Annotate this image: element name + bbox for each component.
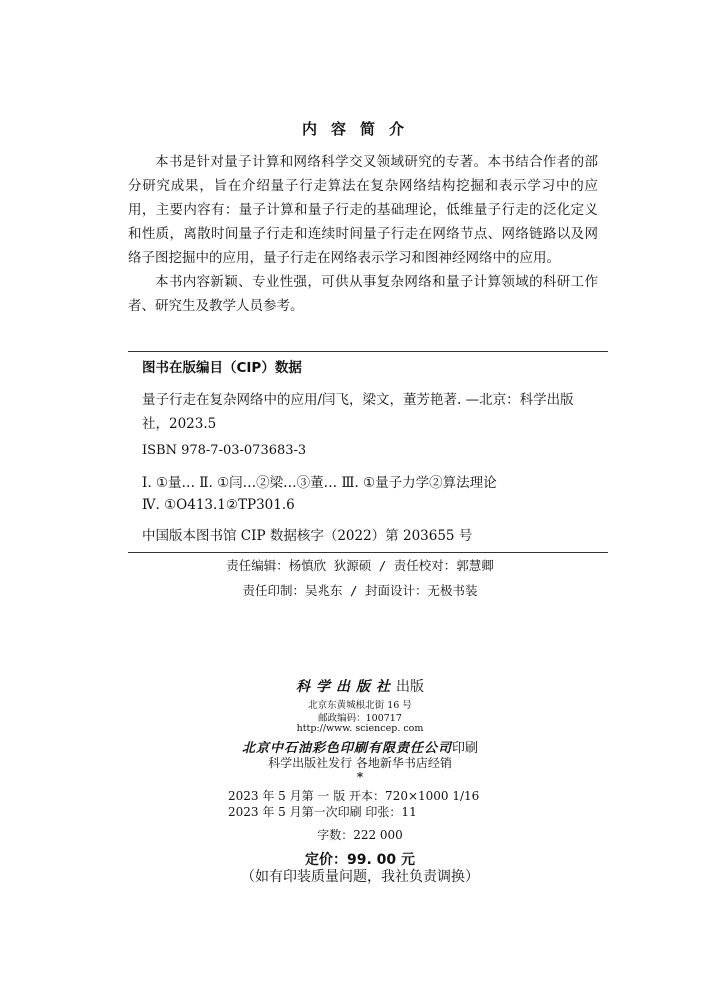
printing-line: 2023 年 5 月第一次印刷 印张：11 bbox=[228, 805, 417, 819]
isbn: ISBN 978-7-03-073683-3 bbox=[142, 443, 307, 458]
cip-record-number: 中国版本图书馆 CIP 数据核字（2022）第 203655 号 bbox=[142, 528, 473, 544]
abstract bbox=[128, 150, 598, 318]
quality-note: （如有印装质量问题，我社负责调换） bbox=[241, 869, 479, 885]
postcode: 邮政编码：100717 bbox=[318, 713, 402, 724]
publisher-url: http://www. sciencep. com bbox=[296, 723, 424, 734]
publisher-line bbox=[0, 676, 720, 696]
cip-title: 图书在版编目（CIP）数据 bbox=[142, 360, 302, 376]
publisher-name: 科学出版社 bbox=[296, 679, 396, 695]
classification-line: Ⅳ. ①O413.1②TP301.6 bbox=[142, 497, 295, 513]
publisher-suffix: 出版 bbox=[396, 679, 424, 695]
editor-credits: 责任编辑：杨慎欣 狄源硕 / 责任校对：郭慧卿 bbox=[226, 558, 494, 573]
abstract-paragraph: 本书是针对量子计算和网络科学交叉领域研究的专著。本书结合作者的部分研究成果，旨在介绍量子行走算法在复杂网络结构挖掘和表示学习中的应用，主要内容有：量子计算和量子行走的基础理论，低维量子行走的泛化定义和性质，离散时间量子行走和连续时间量子行走在网络节点、网络链路以及网络子图挖掘中的应用，量子行走在网络表示学习和图神经网络中的应用。 bbox=[128, 154, 598, 266]
abstract-paragraph: 本书内容新颖、专业性强，可供从事复杂网络和量子计算领域的科研工作者、研究生及教学人员参考。 bbox=[128, 274, 598, 314]
cip-data-block bbox=[128, 351, 608, 553]
content-summary-heading: 内容简介 bbox=[301, 120, 418, 138]
printer-name: 北京中石油彩色印刷有限责任公司 bbox=[241, 741, 452, 756]
edition-line: 2023 年 5 月第 一 版 开本：720×1000 1/16 bbox=[228, 789, 480, 803]
distribution-line: 科学出版社发行 各地新华书店经销 bbox=[268, 756, 452, 770]
printer-suffix: 印刷 bbox=[452, 741, 479, 756]
word-count: 字数：222 000 bbox=[317, 828, 403, 842]
production-credits: 责任印制：吴兆东 / 封面设计：无极书装 bbox=[242, 583, 478, 598]
publisher-address: 北京东黄城根北街 16 号 bbox=[308, 700, 412, 711]
separator-star: * bbox=[356, 770, 364, 784]
price: 定价：99. 00 元 bbox=[304, 852, 416, 868]
cip-bibliographic-entry: 量子行走在复杂网络中的应用/闫飞，梁文，董芳艳著. —北京：科学出版社，2023.5 bbox=[142, 392, 574, 432]
classification-line: Ⅰ. ①量… Ⅱ. ①闫…②梁…③董… Ⅲ. ①量子力学②算法理论 bbox=[142, 475, 497, 491]
